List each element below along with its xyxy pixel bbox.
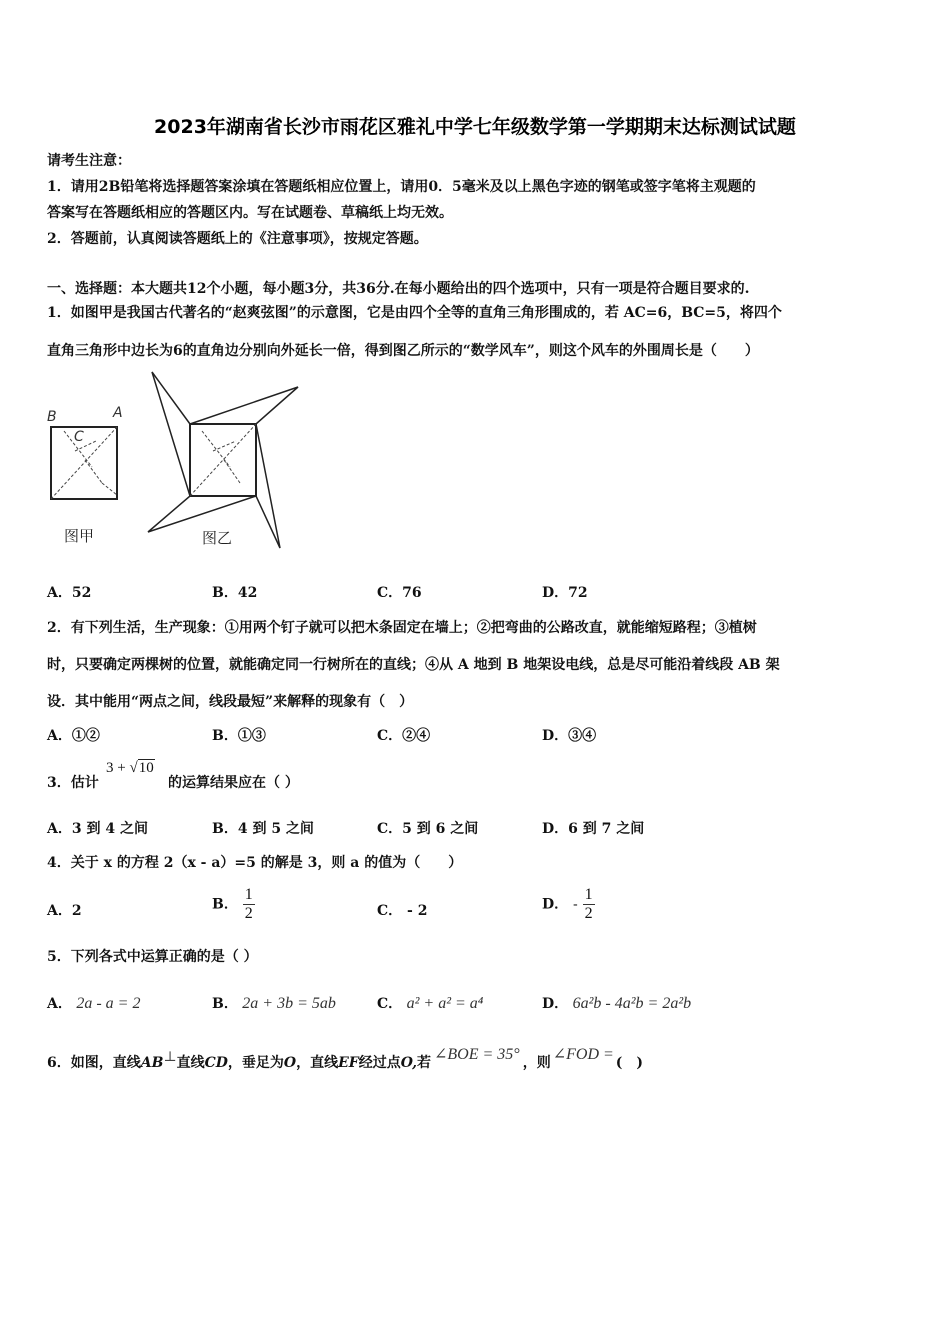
page-title: 2023年湖南省长沙市雨花区雅礼中学七年级数学第一学期期末达标测试试题 [154, 116, 796, 138]
q4-option-b-label: B． [212, 896, 238, 913]
q3-expression [106, 760, 155, 777]
q2-option-a[interactable]: A．①② [47, 728, 100, 744]
q6-part-7: ，则 [522, 1055, 551, 1071]
q4-option-a-value: 2 [71, 903, 82, 919]
q4-option-d-label: D． [542, 896, 569, 913]
q5-option-c-label: C． [377, 996, 403, 1012]
figure-jia-label: 图甲 [64, 527, 95, 545]
q3-radicand: 10 [138, 760, 154, 776]
q4-option-b-denominator: 2 [244, 905, 253, 922]
q4-option-a[interactable] [47, 900, 82, 920]
q3-option-b[interactable]: B．4 到 5 之间 [212, 821, 314, 837]
q5-option-d-label: D． [542, 996, 569, 1012]
q2-line-1: 2．有下列生活，生产现象：①用两个钉子就可以把木条固定在墙上；②把弯曲的公路改直，就能缩短路程；③植树 [47, 620, 757, 636]
q4-option-d-numerator: 1 [584, 886, 593, 903]
q3-option-a[interactable]: A．3 到 4 之间 [47, 821, 148, 837]
q4-option-d-fraction [583, 886, 595, 923]
sqrt-icon: √ [129, 760, 138, 776]
q6-part-1: 6．如图，直线 [47, 1055, 141, 1071]
q2-option-d[interactable]: D．③④ [542, 728, 597, 744]
q4-option-d-sign: - [573, 896, 578, 913]
q3-expression-left: 3 + [106, 760, 126, 776]
q6-part-4: ，直线 [296, 1055, 339, 1071]
q1-line-1: 1．如图甲是我国古代著名的“赵爽弦图”的示意图，它是由四个全等的直角三角形围成的，若 AC=6，BC=5，将四个 [47, 305, 782, 321]
q2-line-2: 时，只要确定两棵树的位置，就能确定同一行树所在的直线；④从 A 地到 B 地架设电线，总是尽可能沿着线段 AB 架 [47, 657, 780, 673]
section-heading: 一、选择题：本大题共12个小题，每小题3分，共36分.在每小题给出的四个选项中，只有一项是符合题目要求的. [47, 281, 750, 297]
figure-yi [148, 372, 298, 548]
q5-option-b-label: B． [212, 996, 238, 1012]
q5-option-a[interactable] [47, 983, 140, 1013]
q3-option-d[interactable]: D．6 到 7 之间 [542, 821, 645, 837]
notice-heading: 请考生注意： [47, 153, 131, 169]
q4-option-d[interactable] [542, 886, 595, 923]
q6-line-cd: CD [204, 1055, 228, 1071]
q5-option-a-expr: 2a - a = 2 [76, 995, 141, 1012]
q3-option-c[interactable]: C．5 到 6 之间 [377, 821, 479, 837]
q6-angle-boe: ∠BOE = 35° [434, 1046, 520, 1063]
q5-option-d-expr: 6a²b - 4a²b = 2a²b [572, 995, 692, 1012]
q6-answer-paren: ( ) [615, 1055, 644, 1071]
perpendicular-icon: ⊥ [163, 1049, 177, 1065]
q4-option-b-fraction [243, 886, 255, 923]
q4-option-d-denominator: 2 [584, 905, 593, 922]
q6-point-o-2: O, [400, 1055, 417, 1071]
q1-figures [40, 365, 320, 555]
q5-option-d[interactable] [542, 983, 691, 1013]
point-b-label: B [47, 409, 57, 425]
q4-option-c-label: C． [377, 903, 403, 919]
point-a-label: A [113, 405, 123, 421]
q6-point-o: O [283, 1055, 297, 1071]
q5-option-c[interactable] [377, 983, 483, 1013]
q6-angle-fod: ∠FOD = [552, 1046, 614, 1063]
q5-option-b[interactable] [212, 983, 336, 1013]
figure-jia [47, 405, 123, 545]
q1-option-c[interactable]: C．76 [377, 585, 422, 601]
q2-option-c[interactable]: C．②④ [377, 728, 431, 744]
q1-option-b[interactable]: B．42 [212, 585, 258, 601]
q6-part-3: ，垂足为 [227, 1055, 284, 1071]
q1-line-2: 直角三角形中边长为6的直角边分别向外延长一倍，得到图乙所示的“数学风车”，则这个风车的外围周长是（ ） [47, 343, 759, 359]
q4-stem: 4．关于 x 的方程 2（x - a）=5 的解是 3，则 a 的值为（ ） [47, 855, 463, 871]
q5-option-a-label: A． [47, 996, 72, 1012]
q6-line-ef: EF [338, 1055, 359, 1071]
q5-stem: 5．下列各式中运算正确的是（ ） [47, 949, 258, 965]
q6-part-2: 直线 [176, 1055, 205, 1071]
q1-option-a[interactable]: A．52 [47, 585, 92, 601]
q5-option-b-expr: 2a + 3b = 5ab [242, 995, 336, 1012]
q4-option-c-value: - 2 [407, 903, 428, 919]
q5-option-c-expr: a² + a² = a⁴ [406, 995, 484, 1012]
q1-option-d[interactable]: D．72 [542, 585, 588, 601]
q2-option-b[interactable]: B．①③ [212, 728, 266, 744]
q6-part-5: 经过点 [358, 1055, 401, 1071]
q6-part-6: 若 [417, 1055, 431, 1071]
notice-item-2: 2．答题前，认真阅读答题纸上的《注意事项》，按规定答题。 [47, 231, 428, 247]
q6-line-ab: AB [140, 1055, 164, 1071]
q4-option-b-numerator: 1 [244, 886, 253, 903]
q4-option-b[interactable] [212, 886, 255, 923]
point-c-label: C [74, 429, 84, 445]
q3-prefix: 3．估计 [47, 775, 99, 791]
q2-line-3: 设．其中能用“两点之间，线段最短”来解释的现象有（ ） [47, 694, 414, 710]
q4-option-c[interactable] [377, 900, 427, 920]
figure-yi-label: 图乙 [202, 529, 233, 547]
q4-option-a-label: A． [47, 903, 72, 919]
notice-item-1-line-1: 1．请用2B铅笔将选择题答案涂填在答题纸相应位置上，请用0．5毫米及以上黑色字迹的钢笔或签字笔将主观题的 [47, 179, 756, 195]
q3-suffix: 的运算结果应在（ ） [168, 775, 299, 791]
q6-stem [47, 1046, 644, 1072]
notice-item-1-line-2: 答案写在答题纸相应的答题区内。写在试题卷、草稿纸上均无效。 [47, 205, 453, 221]
